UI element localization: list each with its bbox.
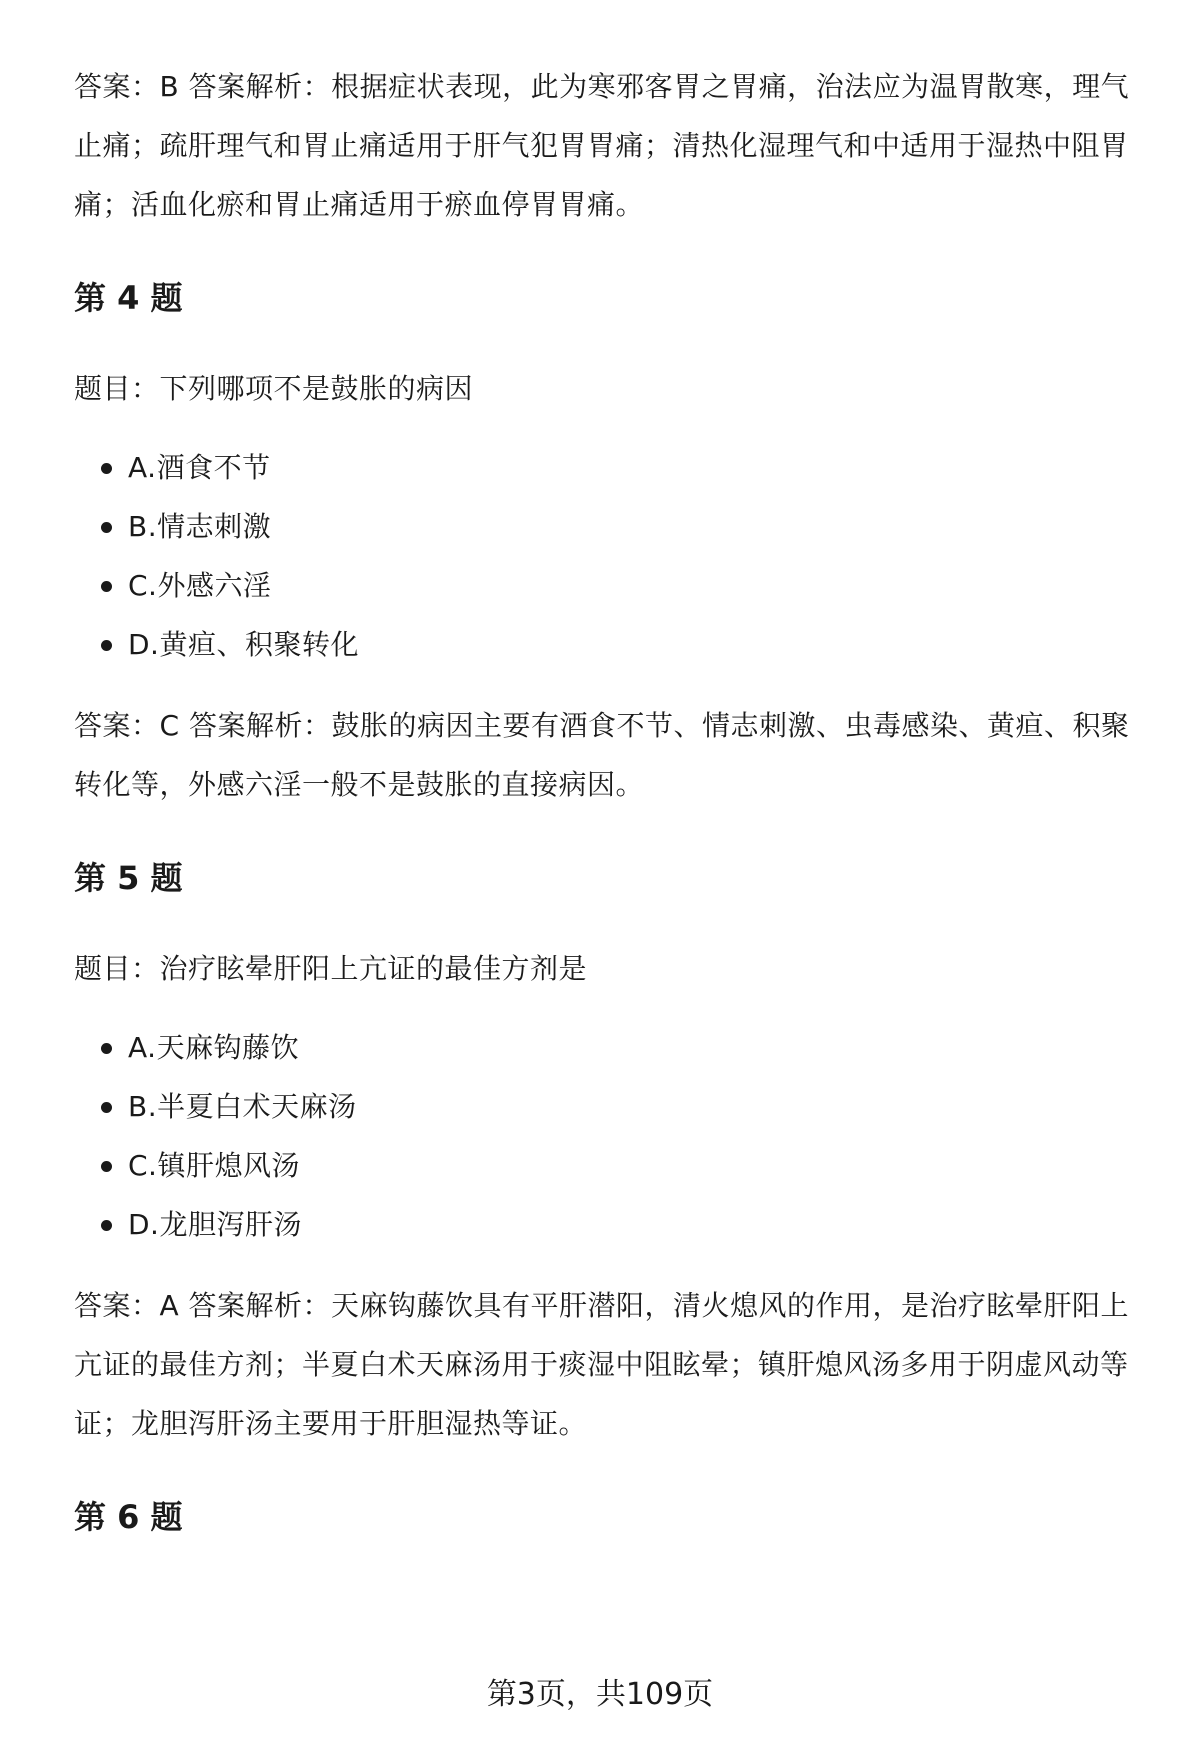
q4-option-a: A.酒食不节 [74,438,1154,497]
q4-option-d: D.黄疸、积聚转化 [74,615,1154,674]
document-page [74,52,1154,1537]
q6-heading: 第 6 题 [74,1498,183,1536]
bullet-icon [101,1043,112,1054]
q5-heading: 第 5 题 [74,859,183,897]
bullet-icon [101,463,112,474]
bullet-icon [101,522,112,533]
q4-option-c: C.外感六淫 [74,556,1154,615]
bullet-icon [101,581,112,592]
q3-answer-explanation: 答案：B 答案解析：根据症状表现，此为寒邪客胃之胃痛，治法应为温胃散寒，理气止痛；疏肝理气和胃止痛适用于肝气犯胃胃痛；清热化湿理气和中适用于湿热中阻胃痛；活血化瘀和胃止痛适用于瘀血停胃胃痛。 [74,70,1130,221]
q5-answer-explanation: 答案：A 答案解析：天麻钩藤饮具有平肝潜阳，清火熄风的作用，是治疗眩晕肝阳上亢证的最佳方剂；半夏白术天麻汤用于痰湿中阻眩晕；镇肝熄风汤多用于阴虚风动等证；龙胆泻肝汤主要用于肝胆湿热等证。 [74,1289,1130,1440]
q5-option-b: B.半夏白术天麻汤 [74,1077,1154,1136]
q4-options [74,438,1154,674]
q4-heading: 第 4 题 [74,279,183,317]
q5-stem: 题目：治疗眩晕肝阳上亢证的最佳方剂是 [74,952,588,985]
q5-option-a: A.天麻钩藤饮 [74,1018,1154,1077]
q4-answer-explanation: 答案：C 答案解析：鼓胀的病因主要有酒食不节、情志刺激、虫毒感染、黄疸、积聚转化等，外感六淫一般不是鼓胀的直接病因。 [74,709,1130,801]
bullet-icon [101,1102,112,1113]
q4-option-b: B.情志刺激 [74,497,1154,556]
bullet-icon [101,640,112,651]
bullet-icon [101,1161,112,1172]
bullet-icon [101,1220,112,1231]
q4-stem: 题目：下列哪项不是鼓胀的病因 [74,372,474,405]
q5-options [74,1018,1154,1254]
q5-option-c: C.镇肝熄风汤 [74,1136,1154,1195]
page-footer: 第3页，共109页 [486,1677,714,1712]
q5-option-d: D.龙胆泻肝汤 [74,1195,1154,1254]
